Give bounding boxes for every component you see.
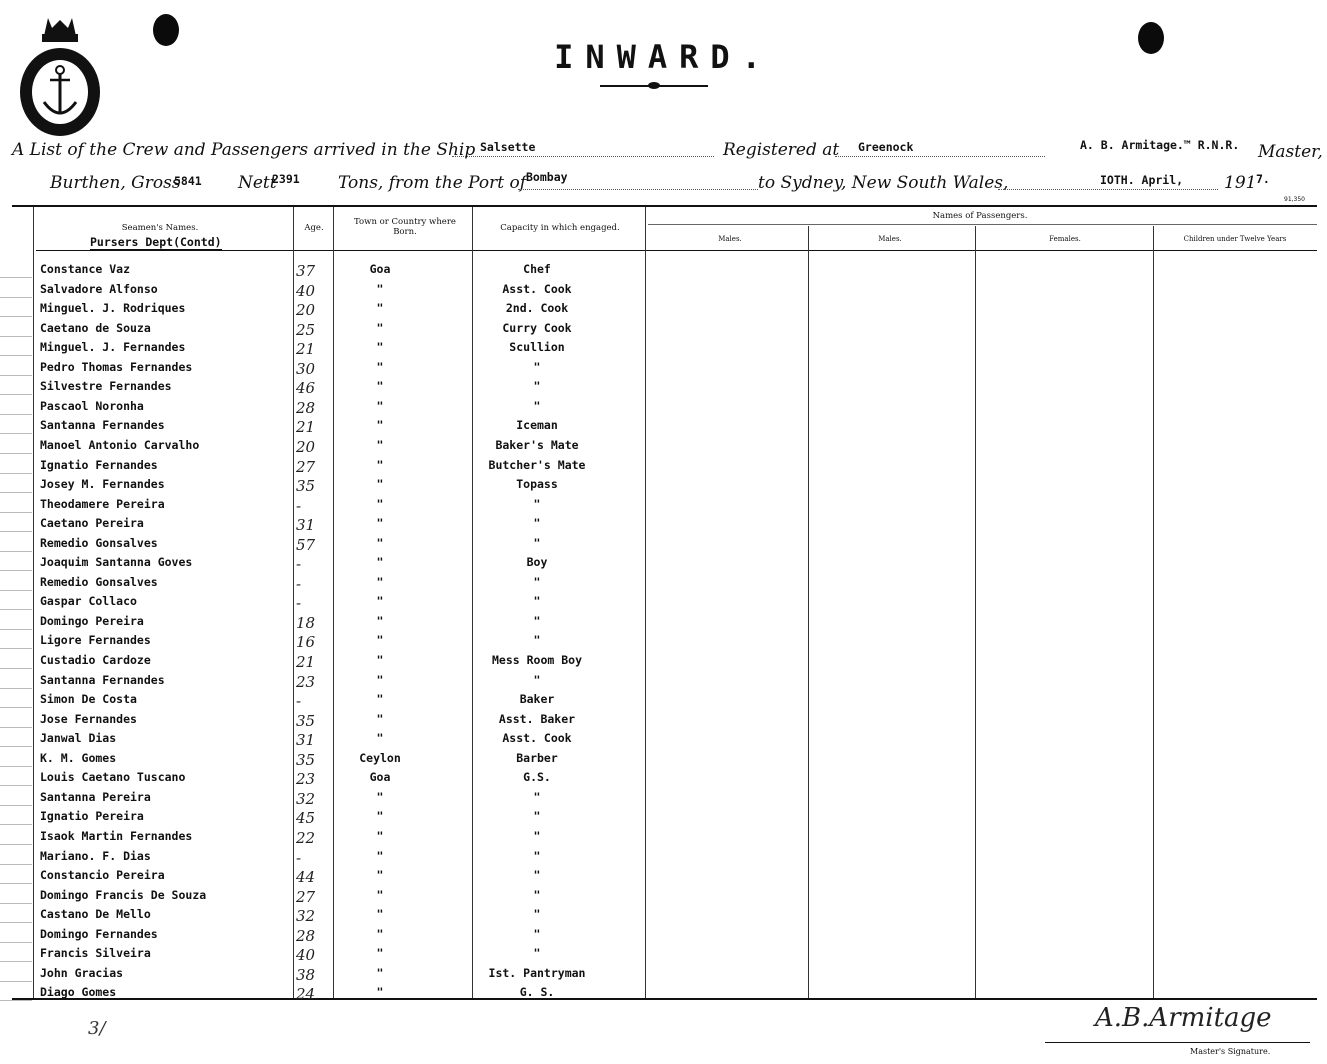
margin-rule <box>0 981 32 982</box>
crew-age: - <box>296 692 302 711</box>
col-head-age: Age. <box>304 223 324 233</box>
table-row <box>0 458 1327 477</box>
margin-rule <box>0 648 32 649</box>
passenger-subhead-rule <box>648 224 1317 225</box>
crew-capacity: Barber <box>516 750 558 765</box>
table-row <box>0 399 1327 418</box>
crew-capacity: " <box>533 946 541 961</box>
date-dotted-line <box>998 189 1218 190</box>
margin-rule <box>0 512 32 513</box>
crew-town: " <box>376 398 384 413</box>
crew-town: Ceylon <box>359 750 401 765</box>
crew-age: - <box>296 555 302 574</box>
crew-name: Caetano de Souza <box>40 320 151 335</box>
crew-name: K. M. Gomes <box>40 750 117 765</box>
crew-age: 44 <box>296 868 316 887</box>
crew-age: 28 <box>296 398 316 417</box>
crew-age: 27 <box>296 887 316 906</box>
crew-town: " <box>376 516 384 531</box>
crew-name: Castano De Mello <box>40 907 151 922</box>
table-row <box>0 673 1327 692</box>
ship-dotted-line <box>452 156 714 157</box>
crew-age: - <box>296 574 302 593</box>
table-row <box>0 516 1327 535</box>
crew-age: 21 <box>296 340 316 359</box>
col-head-males-2: Males. <box>878 235 902 243</box>
crew-town: " <box>376 301 384 316</box>
crew-town: " <box>376 379 384 394</box>
col-head-names: Seamen's Names. <box>121 223 199 233</box>
gross-tons: 5841 <box>174 174 202 188</box>
margin-rule <box>0 492 32 493</box>
burthen-label: Burthen, Gross <box>50 173 181 193</box>
margin-rule <box>0 277 32 278</box>
crew-age: 46 <box>296 379 316 398</box>
table-row <box>0 438 1327 457</box>
table-row <box>0 594 1327 613</box>
crew-town: " <box>376 359 384 374</box>
crew-age: 23 <box>296 770 316 789</box>
margin-rule <box>0 570 32 571</box>
departure-port: Bombay <box>526 170 568 184</box>
signature-line <box>1045 1042 1310 1043</box>
crew-age: 20 <box>296 301 316 320</box>
crew-name: Domingo Pereira <box>40 613 144 628</box>
crew-name: Gaspar Collaco <box>40 594 137 609</box>
crew-name: Constancio Pereira <box>40 868 165 883</box>
margin-rule <box>0 473 32 474</box>
crew-capacity: Mess Room Boy <box>491 653 582 667</box>
table-row <box>0 888 1327 907</box>
page-title: INWARD. <box>554 38 773 76</box>
crew-age: 21 <box>296 418 316 437</box>
crew-name: Theodamere Pereira <box>40 496 165 511</box>
year-suffix: 7. <box>1256 172 1270 186</box>
crew-age: 38 <box>296 965 316 984</box>
registered-port: Greenock <box>858 140 914 154</box>
crown-anchor-seal-icon <box>18 14 102 138</box>
crew-age: 40 <box>296 946 316 965</box>
crew-capacity: Chef <box>523 262 551 276</box>
margin-rule <box>0 707 32 708</box>
crew-age: 28 <box>296 926 316 945</box>
table-row <box>0 497 1327 516</box>
crew-name: Santanna Fernandes <box>40 672 165 687</box>
table-row <box>0 907 1327 926</box>
crew-name: Simon De Costa <box>40 692 137 707</box>
crew-name: Remedio Gonsalves <box>40 574 158 589</box>
crew-age: 27 <box>296 457 316 476</box>
margin-rule <box>0 864 32 865</box>
table-row <box>0 360 1327 379</box>
master-signature: A.B.Armitage <box>1095 1003 1272 1033</box>
crew-capacity: " <box>533 613 541 628</box>
crew-town: " <box>376 613 384 628</box>
crew-name: Isaok Martin Fernandes <box>40 828 193 843</box>
crew-capacity: Ist. Pantryman <box>488 965 586 980</box>
margin-rule <box>0 883 32 884</box>
nett-tons: 2391 <box>272 172 300 186</box>
crew-town: " <box>376 809 384 824</box>
destination-label: to Sydney, New South Wales, <box>758 173 1009 193</box>
margin-rule <box>0 609 32 610</box>
crew-town: " <box>376 457 384 472</box>
crew-town: " <box>376 535 384 550</box>
crew-town: " <box>376 633 384 648</box>
crew-name: Domingo Francis De Souza <box>40 887 207 902</box>
crew-name: Ignatio Pereira <box>40 809 144 824</box>
title-ornament <box>648 82 660 89</box>
crew-capacity: " <box>533 398 541 413</box>
table-row <box>0 262 1327 281</box>
crew-town: " <box>376 926 384 941</box>
crew-town: " <box>376 281 384 296</box>
table-row <box>0 849 1327 868</box>
margin-rule <box>0 531 32 532</box>
margin-rule <box>0 805 32 806</box>
table-row <box>0 321 1327 340</box>
table-row <box>0 770 1327 789</box>
table-row <box>0 829 1327 848</box>
crew-name: John Gracias <box>40 965 124 980</box>
crew-capacity: Asst. Cook <box>502 731 572 746</box>
crew-name: Caetano Pereira <box>40 516 144 531</box>
crew-name: Janwal Dias <box>40 731 117 746</box>
crew-name: Louis Caetano Tuscano <box>40 770 186 785</box>
signature-label: Master's Signature. <box>1190 1047 1271 1056</box>
crew-capacity: Scullion <box>509 340 565 355</box>
tons-port-label: Tons, from the Port of <box>338 173 527 193</box>
table-row <box>0 301 1327 320</box>
table-row <box>0 985 1327 1004</box>
crew-town: " <box>376 574 384 589</box>
crew-capacity: " <box>533 868 541 883</box>
master-label: Master, <box>1258 142 1323 162</box>
margin-rule <box>0 629 32 630</box>
margin-rule <box>0 727 32 728</box>
crew-name: Custadio Cardoze <box>40 653 151 667</box>
table-row <box>0 809 1327 828</box>
crew-capacity: " <box>533 359 541 374</box>
margin-rule <box>0 375 32 376</box>
arrival-date: IOTH. April, <box>1100 173 1184 187</box>
crew-capacity: " <box>533 379 541 394</box>
crew-age: 35 <box>296 750 316 769</box>
crew-name: Jose Fernandes <box>40 711 137 726</box>
nett-label: Nett <box>238 173 277 193</box>
margin-rule <box>0 433 32 434</box>
crew-capacity: " <box>533 574 541 589</box>
table-row <box>0 712 1327 731</box>
table-top-rule <box>12 205 1317 207</box>
crew-name: Salvadore Alfonso <box>40 281 158 296</box>
crew-capacity: " <box>533 594 541 609</box>
crew-town: " <box>376 868 384 883</box>
dept-heading: Pursers Dept(Contd) <box>90 235 222 249</box>
crew-name: Pedro Thomas Fernandes <box>40 359 193 374</box>
crew-capacity: " <box>533 828 541 843</box>
crew-name: Minguel. J. Rodriques <box>40 301 186 316</box>
margin-rule <box>0 961 32 962</box>
crew-capacity: Curry Cook <box>502 320 572 335</box>
crew-age: 20 <box>296 437 316 456</box>
crew-town: " <box>376 692 384 707</box>
margin-rule <box>0 316 32 317</box>
port-dotted-line <box>518 189 758 190</box>
crew-capacity: Baker's Mate <box>495 437 579 452</box>
registered-label: Registered at <box>723 140 840 160</box>
crew-name: Santanna Fernandes <box>40 418 165 433</box>
ship-name: Salsette <box>480 140 536 154</box>
margin-rule <box>0 394 32 395</box>
crew-town: " <box>376 828 384 843</box>
year-prefix: 191 <box>1224 173 1257 193</box>
margin-rule <box>0 746 32 747</box>
crew-age: 31 <box>296 731 316 750</box>
table-row <box>0 692 1327 711</box>
crew-capacity: Asst. Baker <box>498 711 576 726</box>
crew-name: Domingo Fernandes <box>40 926 158 941</box>
crew-name: Mariano. F. Dias <box>40 848 151 863</box>
crew-name: Remedio Gonsalves <box>40 535 158 550</box>
crew-name: Francis Silveira <box>40 946 151 961</box>
table-row <box>0 477 1327 496</box>
crew-town: " <box>376 340 384 355</box>
crew-name: Josey M. Fernandes <box>40 477 165 492</box>
margin-rule <box>0 824 32 825</box>
margin-rule <box>0 453 32 454</box>
margin-rule <box>0 922 32 923</box>
crew-town: " <box>376 887 384 902</box>
crew-age: 18 <box>296 613 316 632</box>
crew-age: - <box>296 496 302 515</box>
crew-town: " <box>376 653 384 667</box>
margin-rule <box>0 551 32 552</box>
margin-rule <box>0 336 32 337</box>
crew-name: Ignatio Fernandes <box>40 457 158 472</box>
crew-age: 32 <box>296 789 316 808</box>
crew-town: " <box>376 437 384 452</box>
crew-name: Pascaol Noronha <box>40 398 144 413</box>
crew-town: Goa <box>369 770 391 785</box>
crew-age: 21 <box>296 653 316 671</box>
crew-capacity: " <box>533 926 541 941</box>
table-row <box>0 751 1327 770</box>
crew-capacity: " <box>533 672 541 687</box>
crew-capacity: " <box>533 633 541 648</box>
crew-town: " <box>376 985 384 1000</box>
table-row <box>0 418 1327 437</box>
crew-capacity: Baker <box>519 692 555 707</box>
crew-age: 35 <box>296 711 316 730</box>
col-head-capacity: Capacity in which engaged. <box>500 223 620 233</box>
table-header-rule <box>36 250 1317 251</box>
crew-capacity: Iceman <box>516 418 558 433</box>
table-row <box>0 575 1327 594</box>
table-row <box>0 946 1327 965</box>
crew-age: 45 <box>296 809 316 828</box>
crew-capacity: " <box>533 887 541 902</box>
crew-town: " <box>376 711 384 726</box>
margin-rule <box>0 355 32 356</box>
table-row <box>0 614 1327 633</box>
margin-rule <box>0 297 32 298</box>
crew-town: " <box>376 672 384 687</box>
crew-town: " <box>376 731 384 746</box>
crew-capacity: " <box>533 907 541 922</box>
margin-rule <box>0 590 32 591</box>
col-head-passengers: Names of Passengers. <box>932 211 1028 221</box>
table-row <box>0 731 1327 750</box>
crew-town: " <box>376 555 384 570</box>
crew-age: - <box>296 848 302 867</box>
master-name: A. B. Armitage.™ R.N.R. <box>1080 138 1240 152</box>
crew-age: 22 <box>296 828 316 847</box>
crew-town: " <box>376 320 384 335</box>
margin-rule <box>0 766 32 767</box>
crew-age: 24 <box>296 985 316 1004</box>
crew-town: " <box>376 418 384 433</box>
crew-name: Manoel Antonio Carvalho <box>40 437 200 452</box>
margin-rule <box>0 668 32 669</box>
margin-rule <box>0 785 32 786</box>
crew-age: - <box>296 594 302 613</box>
crew-age: 23 <box>296 672 316 691</box>
crew-name: Diago Gomes <box>40 985 117 1000</box>
table-row <box>0 868 1327 887</box>
crew-capacity: Asst. Cook <box>502 281 572 296</box>
registered-dotted-line <box>835 156 1045 157</box>
table-row <box>0 379 1327 398</box>
crew-capacity: " <box>533 789 541 804</box>
crew-town: Goa <box>369 262 391 276</box>
crew-age: 30 <box>296 359 316 378</box>
margin-rule <box>0 688 32 689</box>
crew-name: Santanna Pereira <box>40 789 151 804</box>
table-row <box>0 927 1327 946</box>
col-head-town: Town or Country where Born. <box>354 217 456 237</box>
margin-rule <box>0 1000 32 1001</box>
table-row <box>0 282 1327 301</box>
crew-age: 32 <box>296 907 316 926</box>
col-head-children: Children under Twelve Years <box>1183 235 1287 243</box>
crew-age: 37 <box>296 262 316 280</box>
crew-name: Ligore Fernandes <box>40 633 151 648</box>
list-heading: A List of the Crew and Passengers arrived in the Ship <box>12 140 476 160</box>
crew-age: 57 <box>296 535 316 554</box>
crew-name: Minguel. J. Fernandes <box>40 340 186 355</box>
crew-town: " <box>376 477 384 492</box>
crew-age: 35 <box>296 477 316 496</box>
margin-note: 3/ <box>88 1018 106 1039</box>
crew-name: Silvestre Fernandes <box>40 379 172 394</box>
crew-capacity: Boy <box>526 555 548 570</box>
crew-name: Constance Vaz <box>40 262 131 276</box>
crew-capacity: " <box>533 809 541 824</box>
crew-town: " <box>376 946 384 961</box>
crew-age: 40 <box>296 281 316 300</box>
crew-town: " <box>376 848 384 863</box>
margin-rule <box>0 903 32 904</box>
crew-age: 31 <box>296 516 316 535</box>
crew-name: Joaquim Santanna Goves <box>40 555 193 570</box>
margin-rule <box>0 942 32 943</box>
crew-town: " <box>376 965 384 980</box>
table-row <box>0 555 1327 574</box>
table-row <box>0 536 1327 555</box>
crew-age: 25 <box>296 320 316 339</box>
margin-rule <box>0 844 32 845</box>
crew-town: " <box>376 907 384 922</box>
table-row <box>0 966 1327 985</box>
crew-capacity: Topass <box>516 477 558 492</box>
crew-capacity: " <box>533 535 541 550</box>
crew-town: " <box>376 789 384 804</box>
crew-age: 16 <box>296 633 316 652</box>
col-head-males-1: Males. <box>718 235 742 243</box>
table-row <box>0 790 1327 809</box>
crew-capacity: G. S. <box>519 985 555 1000</box>
crew-capacity: G.S. <box>523 770 551 785</box>
table-row <box>0 340 1327 359</box>
crew-capacity: 2nd. Cook <box>505 301 569 316</box>
crew-capacity: " <box>533 848 541 863</box>
crew-capacity: Butcher's Mate <box>488 457 586 472</box>
margin-rule <box>0 414 32 415</box>
crew-capacity: " <box>533 496 541 511</box>
crew-town: " <box>376 496 384 511</box>
table-row <box>0 653 1327 672</box>
form-number: 91,350 <box>1284 196 1305 203</box>
crew-town: " <box>376 594 384 609</box>
col-head-females: Females. <box>1049 235 1081 243</box>
crew-capacity: " <box>533 516 541 531</box>
table-row <box>0 633 1327 652</box>
